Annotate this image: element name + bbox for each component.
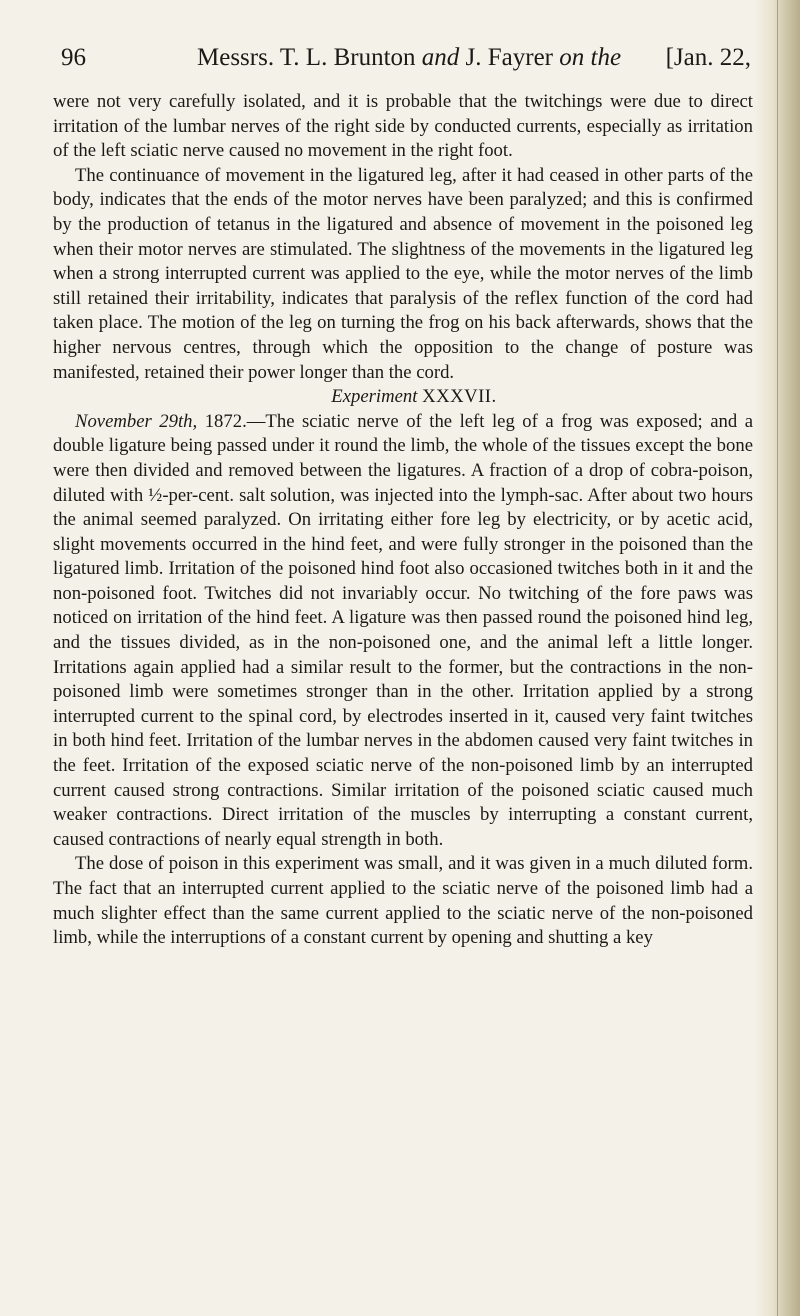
experiment-heading: [53, 385, 753, 410]
title-second-author: J. Fayrer: [459, 44, 560, 71]
title-authors: Messrs. T. L. Brunton: [197, 44, 422, 71]
running-date: [Jan. 22,: [665, 44, 751, 71]
paragraph-conclusion: The dose of poison in this experiment was small, and it was given in a much diluted form. The fact that an interrupted current applied to the sciatic nerve of the poisoned limb had a much slighter effect than the same current applied to the sciatic nerve of the non-poisoned limb, while the interruptions of a constant current by opening and shutting a key: [53, 853, 753, 949]
running-header: [61, 44, 751, 78]
title-and: and: [421, 44, 460, 71]
experiment-word: Experiment: [331, 386, 418, 408]
title-on-the: on the: [559, 44, 622, 71]
page-edge-line: [777, 0, 778, 1316]
paragraph-discussion: The continuance of movement in the ligatured leg, after it had ceased in other parts of the body, indicates that the ends of the motor nerves have been paralyzed; and this is confirmed by the production of tetanus in the ligatured and absence of movement in the poisoned leg when their motor nerves are stimulated. The slightness of the movements in the ligatured leg when a strong interrupted current was applied to the eye, while the motor nerves of the limb still retained their irritability, indicates that paralysis of the reflex function of the cord had taken place. The motion of the leg on turning the frog on his back afterwards, shows that the higher nervous centres, through which the opposition to the change of posture was manifested, retained their power longer than the cord.: [53, 164, 753, 383]
running-title: [197, 44, 621, 72]
paragraph-experiment: [53, 410, 753, 853]
body-text: [53, 90, 753, 951]
page-number: 96: [61, 44, 86, 71]
paragraph-continuation: were not very carefully isolated, and it is probable that the twitchings were due to direct irritation of the lumbar nerves of the right side by conducted currents, especially as irritation of the left sciatic nerve caused no movement in the right foot.: [53, 91, 753, 162]
experiment-date: November 29th,: [75, 410, 198, 432]
experiment-text: 1872.—The sciatic nerve of the left leg of a frog was exposed; and a double ligature being passed under it round the limb, the whole of the tissues except the bone were then divided and removed between the ligatures. A fraction of a drop of cobra-poison, diluted with ½-per-cent. salt solution, was injected into the lymph-sac. After about two hours the animal seemed paralyzed. On irritating either fore leg by electricity, or by acetic acid, slight movements occurred in the hind feet, and were fully stronger in the poisoned than the ligatured limb. Irritation of the poisoned hind foot also occasioned twitches both in it and the non-poisoned foot. Twitches did not invariably occur. No twitching of the fore paws was noticed on irritation of the hind feet. A ligature was then passed round the poisoned hind leg, and the tissues divided, as in the non-poisoned one, and the animal left a little longer. Irritations again applied had a similar result to the former, but the contractions in the non-poisoned limb were sometimes stronger than in the other. Irritation applied by a strong interrupted current to the spinal cord, by electrodes inserted in it, caused very faint twitches in both hind feet. Irritation of the lumbar nerves in the abdomen caused very faint twitches in the feet. Irritation of the exposed sciatic nerve of the non-poisoned limb by an interrupted current caused strong contractions. Similar irritation of the poisoned sciatic caused much weaker contractions. Direct irritation of the muscles by interrupting a constant current, caused contractions of nearly equal strength in both.: [53, 410, 753, 850]
experiment-number: XXXVII.: [422, 386, 497, 408]
